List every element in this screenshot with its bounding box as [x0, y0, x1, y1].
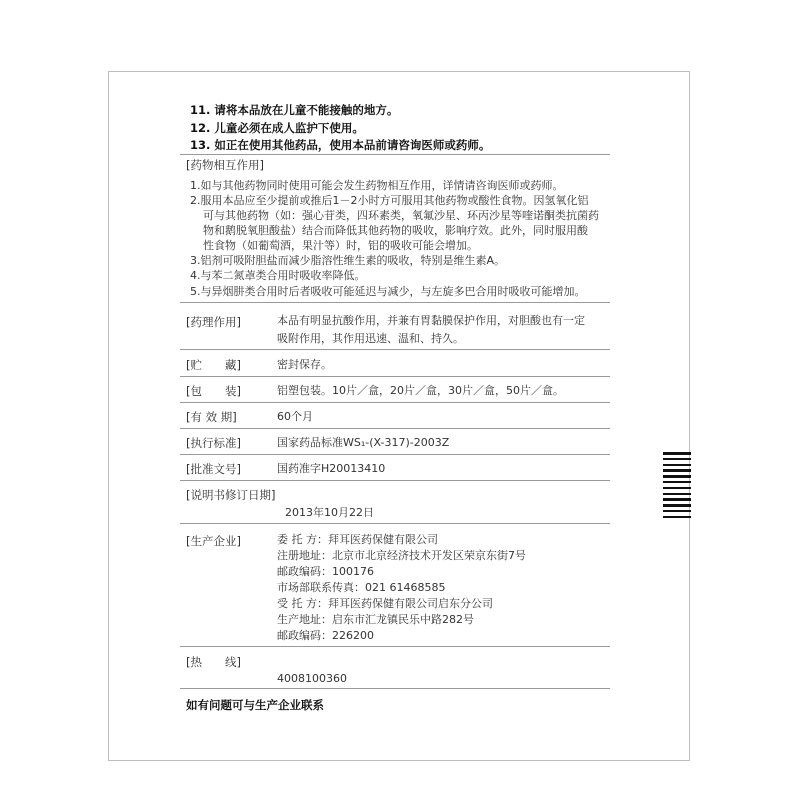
standard-label: [执行标准]	[186, 436, 241, 450]
storage-value: 密封保存。	[277, 358, 332, 371]
approval-label: [批准文号]	[186, 462, 241, 476]
pharmacology-line: 本品有明显抗酸作用，并兼有胃黏膜保护作用，对胆酸也有一定	[277, 314, 585, 327]
divider	[180, 402, 610, 403]
interaction-line: 4.与苯二氮䓬类合用时吸收率降低。	[190, 269, 366, 282]
interactions-header: [药物相互作用]	[186, 158, 264, 172]
approval-value: 国药准字H20013410	[277, 462, 386, 475]
divider	[180, 154, 610, 155]
interaction-line: 5.与异烟肼类合用时后者吸收可能延迟与减少，与左旋多巴合用时吸收可能增加。	[190, 285, 586, 298]
pharmacology-label: [药理作用]	[186, 315, 241, 329]
divider	[180, 376, 610, 377]
interaction-line: 2.服用本品应至少提前或推后1－2小时方可服用其他药物或酸性食物。因氢氧化铝	[190, 194, 589, 207]
divider	[180, 646, 610, 647]
precaution-13: 13. 如正在使用其他药品，使用本品前请咨询医师或药师。	[190, 138, 491, 152]
precaution-11: 11. 请将本品放在儿童不能接触的地方。	[190, 103, 399, 117]
divider	[180, 688, 610, 689]
manufacturer-line: 邮政编码：100176	[277, 565, 374, 578]
precaution-12: 12. 儿童必须在成人监护下使用。	[190, 121, 364, 135]
interaction-line: 物和鹅脱氧胆酸盐）结合而降低其他药物的吸收，影响疗效。此外，同时服用酸	[203, 224, 588, 237]
interaction-line: 可与其他药物（如：强心苷类，四环素类，氧氟沙星、环丙沙星等喹诺酮类抗菌药	[203, 209, 599, 222]
divider	[180, 454, 610, 455]
manufacturer-line: 注册地址：北京市北京经济技术开发区荣京东街7号	[277, 549, 526, 562]
manufacturer-line: 市场部联系传真：021 61468585	[277, 581, 446, 594]
validity-value: 60个月	[277, 410, 313, 423]
manufacturer-line: 邮政编码：226200	[277, 629, 374, 642]
packaging-value: 铝塑包装。10片／盒，20片／盒，30片／盒，50片／盒。	[277, 384, 564, 397]
hotline-label: [热 线]	[186, 655, 241, 669]
edge-bars-decoration	[663, 452, 691, 522]
manufacturer-label: [生产企业]	[186, 534, 241, 548]
validity-label: [有 效 期]	[186, 410, 237, 424]
pharmacology-line: 吸附作用，其作用迅速、温和、持久。	[277, 332, 464, 345]
hotline-value: 4008100360	[277, 672, 347, 685]
storage-label: [贮 藏]	[186, 358, 241, 372]
divider	[180, 428, 610, 429]
interaction-line: 3.铝剂可吸附胆盐而减少脂溶性维生素的吸收，特别是维生素A。	[190, 254, 506, 267]
manufacturer-line: 委 托 方：拜耳医药保健有限公司	[277, 533, 438, 546]
footer-note: 如有问题可与生产企业联系	[186, 698, 324, 712]
divider	[180, 523, 610, 524]
divider	[180, 349, 610, 350]
manufacturer-line: 受 托 方：拜耳医药保健有限公司启东分公司	[277, 597, 493, 610]
packaging-label: [包 装]	[186, 384, 241, 398]
divider	[180, 302, 610, 303]
interaction-line: 性食物（如葡萄酒，果汁等）时，铝的吸收可能会增加。	[203, 239, 478, 252]
divider	[180, 480, 610, 481]
revision-value: 2013年10月22日	[285, 506, 374, 519]
revision-label: [说明书修订日期]	[186, 488, 276, 502]
standard-value: 国家药品标准WS₁-(X-317)-2003Z	[277, 436, 450, 449]
manufacturer-line: 生产地址：启东市汇龙镇民乐中路282号	[277, 613, 474, 626]
interaction-line: 1.如与其他药物同时使用可能会发生药物相互作用，详情请咨询医师或药师。	[190, 179, 564, 192]
